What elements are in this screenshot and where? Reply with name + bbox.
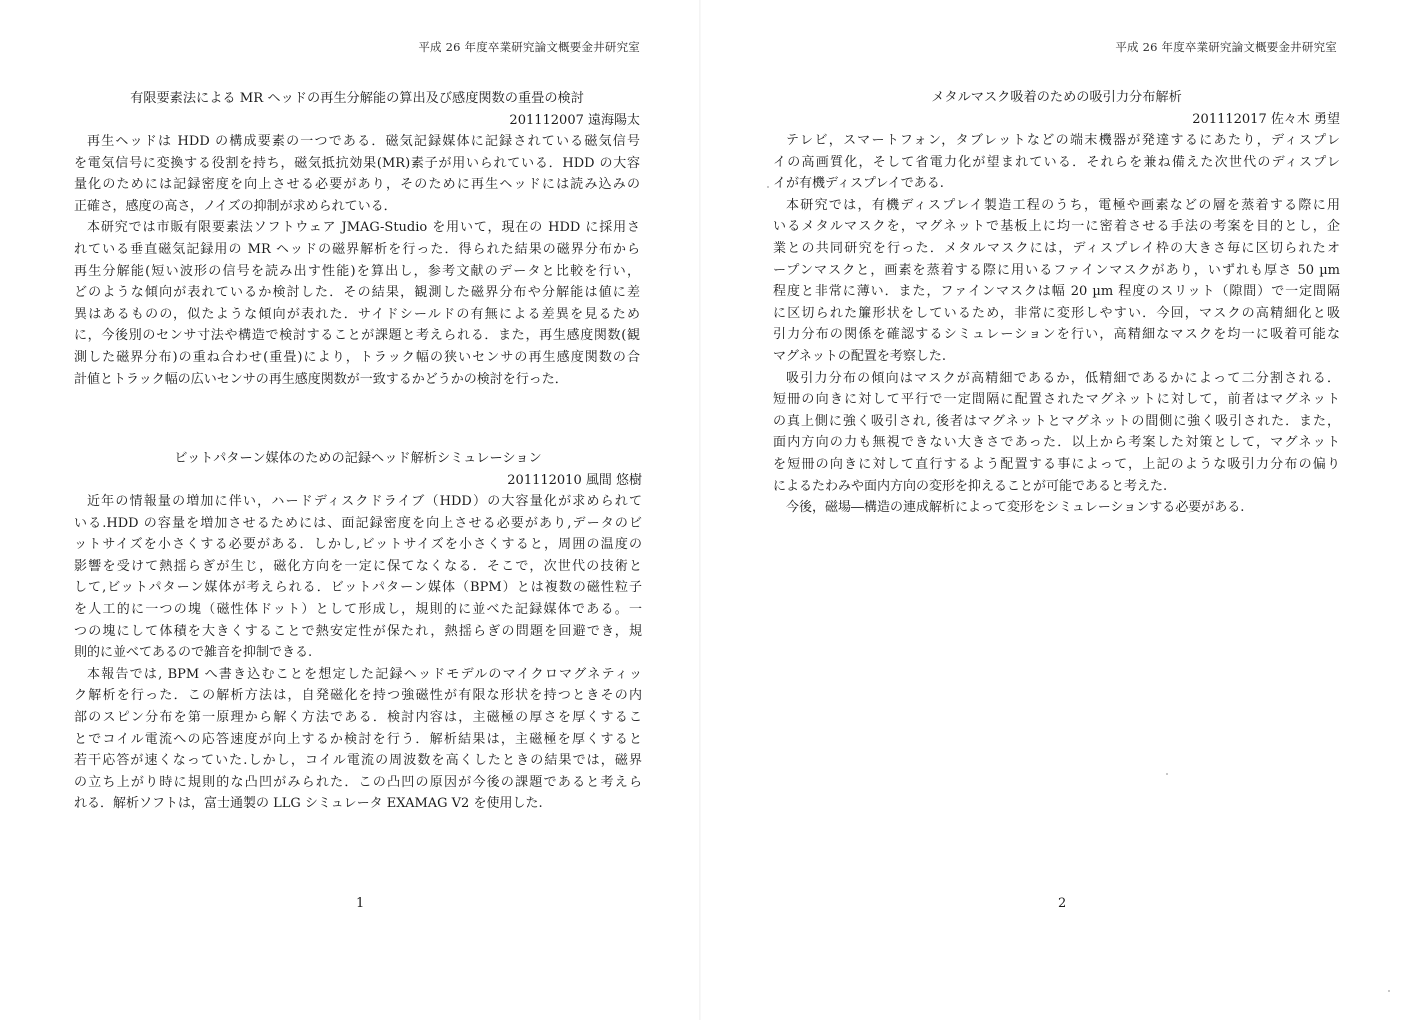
body-line: に区切られた簾形状をしているため，非常に変形しやすい．今回，マスクの高精細化と吸 xyxy=(773,305,1340,321)
body-line: 計値とトラック幅の広いセンサの再生感度関数が一致するかどうかの検討を行った． xyxy=(74,371,568,387)
body-line: 吸引力分布の傾向はマスクが高精細であるか，低精細であるかによって二分割される． xyxy=(786,370,1340,386)
scan-speck xyxy=(767,186,769,188)
body-line: 本研究では，有機ディスプレイ製造工程のうち，電極や画素などの層を蒸着する際に用 xyxy=(786,197,1340,213)
page-number: 1 xyxy=(356,896,365,911)
left-page xyxy=(0,0,700,1020)
body-line: 正確さ，感度の高さ，ノイズの抑制が求められている． xyxy=(74,198,397,214)
body-line: ープンマスクと，画素を蒸着する際に用いるファインマスクがあり，いずれも厚さ 50 µm xyxy=(773,262,1340,278)
body-line: 面内方向の力も無視できない大きさであった．以上から考案した対策として，マグネット xyxy=(773,435,1340,451)
body-line: を短冊の向きに対して直行するよう配置する事によって，上記のような吸引力分布の偏り xyxy=(773,456,1340,472)
right-page xyxy=(700,0,1403,1020)
body-line: ットサイズを小さくする必要がある．しかし,ビットサイズを小さくすると，周囲の温度の xyxy=(74,537,642,553)
body-line: 程度と非常に薄い．また，ファインマスクは幅 20 µm 程度のスリット（隙間）で一定間隔 xyxy=(773,284,1340,300)
body-line: 近年の情報量の増加に伴い，ハードディスクドライブ（HDD）の大容量化が求められて xyxy=(87,494,642,509)
body-line: 今後，磁場―構造の連成解析によって変形をシミュレーションする必要がある. xyxy=(786,500,1245,516)
scan-speck xyxy=(1388,990,1390,992)
body-line: れる．解析ソフトは，富士通製の LLG シミュレータ EXAMAG V2 を使用した. xyxy=(74,796,543,812)
body-line: イが有機ディスプレイである. xyxy=(773,176,944,192)
body-line: 本報告では, BPM へ書き込むことを想定した記録ヘッドモデルのマイクロマグネティッ xyxy=(87,666,642,682)
article-body xyxy=(74,491,642,815)
body-line: 再生分解能(短い波形の信号を読み出す性能)を算出し，参考文献のデータと比較を行い， xyxy=(74,263,640,279)
article-author: 201112017 佐々木 勇望 xyxy=(1192,112,1340,127)
body-line: イの高画質化，そして省電力化が望まれている．それらを兼ね備えた次世代のディスプレ xyxy=(773,154,1340,170)
body-line: して,ビットパターン媒体が考えられる．ビットパターン媒体（BPM）とは複数の磁性粒子 xyxy=(74,580,642,596)
article-author: 201112007 遠海陽太 xyxy=(509,113,640,128)
body-line: れている垂直磁気記録用の MR ヘッドの磁界解析を行った．得られた結果の磁界分布から xyxy=(74,241,640,257)
body-line: を電気信号に変換する役割を持ち，磁気抵抗効果(MR)素子が用いられている．HDD の大容 xyxy=(74,155,640,171)
body-line: いるメタルマスクを，マグネットで基板上に均一に密着させる手法の考案を目的とし，企 xyxy=(773,219,1340,235)
body-line: マグネットの配置を考察した. xyxy=(773,348,947,364)
article-title: ビットパターン媒体のための記録ヘッド解析シミュレーション xyxy=(174,451,542,466)
page-number: 2 xyxy=(1058,896,1067,911)
article-body xyxy=(74,131,640,390)
body-line: 再生ヘッドは HDD の構成要素の一つである．磁気記録媒体に記録されている磁気信号 xyxy=(87,134,640,149)
running-header: 平成 26 年度卒業研究論文概要金井研究室 xyxy=(418,40,640,54)
body-line: 則的に並べてあるので雑音を抑制できる. xyxy=(74,645,313,661)
body-line: の立ち上がり時に規則的な凸凹がみられた．この凸凹の原因が今後の課題であると考えら xyxy=(74,774,642,790)
body-line: とでコイル電流への応答速度が向上するか検討を行う．解析結果は，主磁極を厚くすると xyxy=(74,731,642,747)
article-title: メタルマスク吸着のための吸引力分布解析 xyxy=(931,90,1182,105)
article-body xyxy=(773,130,1340,519)
body-line: 業との共同研究を行った．メタルマスクには，ディスプレイ枠の大きさ毎に区切られたオ xyxy=(773,240,1340,256)
body-line: ク解析を行った．この解析方法は，自発磁化を持つ強磁性が有限な形状を持つときその内 xyxy=(74,688,642,704)
article-mr-head-resolution xyxy=(74,88,640,390)
body-line: 異はあるものの，似たような傾向が表れた．サイドシールドの有無による差異を見るため xyxy=(74,306,640,322)
body-line: によるたわみや面内方向の変形を抑えることが可能であると考えた. xyxy=(773,478,1168,494)
body-line: どのような傾向が表れているか検討した．その結果，観測した磁界分布や分解能は値に差 xyxy=(74,285,640,301)
body-line: 本研究では市販有限要素法ソフトウェア JMAG-Studio を用いて，現在の HDD に採用さ xyxy=(87,220,640,236)
article-metal-mask-attraction xyxy=(773,87,1340,519)
body-line: 若干応答が速くなっていた.しかし，コイル電流の周波数を高くしたときの結果では，磁界 xyxy=(74,753,642,769)
running-header: 平成 26 年度卒業研究論文概要金井研究室 xyxy=(1115,40,1337,54)
scan-speck xyxy=(1166,773,1168,775)
body-line: 測した磁界分布)の重ね合わせ(重畳)により，トラック幅の狭いセンサの再生感度関数の合 xyxy=(74,349,640,365)
body-line: 量化のためには記録密度を向上させる必要があり，そのために再生ヘッドには読み込みの xyxy=(74,177,640,193)
article-title: 有限要素法による MR ヘッドの再生分解能の算出及び感度関数の重畳の検討 xyxy=(130,91,584,106)
body-line: を人工的に一つの塊（磁性体ドット）として形成し，規則的に並べた記録媒体である。一 xyxy=(74,601,642,617)
body-line: つの塊にして体積を大きくすることで熱安定性が保たれ，熱揺らぎの問題を回避でき，規 xyxy=(74,623,642,639)
body-line: の真上側に強く吸引され, 後者はマグネットとマグネットの間側に強く吸引された．また， xyxy=(773,413,1340,429)
body-line: テレビ，スマートフォン，タブレットなどの端末機器が発達するにあたり，ディスプレ xyxy=(786,133,1340,148)
body-line: いる.HDD の容量を増加させるためには、面記録密度を向上させる必要があり,データのビ xyxy=(74,515,642,531)
body-line: 影響を受けて熱揺らぎが生じ，磁化方向を一定に保てなくなる．そこで，次世代の技術と xyxy=(74,558,642,574)
body-line: に，今後別のセンサ寸法や構造で検討することが課題と考えられる．また，再生感度関数(観 xyxy=(74,328,640,344)
body-line: 部のスピン分布を第一原理から解く方法である．検討内容は，主磁極の厚さを厚くするこ xyxy=(74,709,642,725)
article-bit-pattern-media xyxy=(74,448,642,815)
body-line: 短冊の向きに対して平行で一定間隔に配置されたマグネットに対して，前者はマグネット xyxy=(773,392,1340,408)
body-line: 引力分布の関係を確認するシミュレーションを行い，高精細なマスクを均一に吸着可能な xyxy=(773,327,1340,343)
article-author: 201112010 風間 悠樹 xyxy=(507,473,642,488)
